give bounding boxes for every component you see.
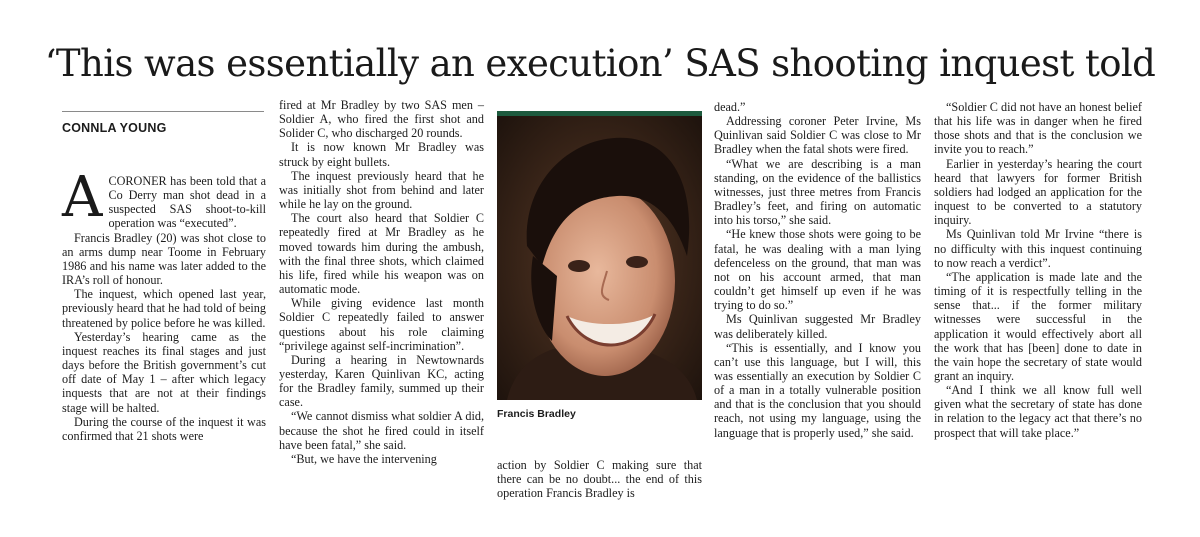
paragraph: “We cannot dismiss what soldier A did, because the shot he fired could in itself have been fatal,” she said. (279, 409, 484, 452)
photo-caption: Francis Bradley (497, 408, 576, 420)
paragraph: Earlier in yesterday’s hearing the court heard that lawyers for former British soldiers had lodged an application for the inquest to be converted to a statutory inquiry. (934, 156, 1142, 228)
column-5 (934, 100, 1142, 440)
paragraph: “Soldier C did not have an honest belief that his life was in danger when he fired those shots and that is the conclusion we invite you to reach.” (934, 100, 1142, 157)
paragraph: “But, we have the intervening (291, 451, 437, 466)
paragraph: “What we are describing is a man standing, on the evidence of the ballistics witnesses, just three metres from Francis Bradley’s feet, and firing on automatic into his torso,” she said. (714, 156, 921, 228)
paragraph: Ms Quinlivan suggested Mr Bradley was deliberately killed. (714, 312, 921, 341)
lead-paragraph: CORONER has been told that a Co Derry man shot dead in a suspected SAS shoot-to-kill operation was “executed”. (108, 174, 266, 231)
paragraph: During the course of the inquest it was confirmed that 21 shots were (62, 414, 266, 443)
paragraph: “The application is made late and the timing of it is respectfully telling in the sense that... if the former military witnesses were successful in the application it would effectively abort all the work that has [been] done to date in the vain hope the secretary of state would grant an inquiry. (934, 269, 1142, 383)
paragraph: The court also heard that Soldier C repeatedly fired at Mr Bradley as he moved towards him during the ambush, with the final three shots, which claimed his life, fired while his weapon was on automatic mode. (279, 211, 484, 297)
paragraph: It is now known Mr Bradley was struck by eight bullets. (279, 140, 484, 169)
paragraph-continued: dead.” (714, 100, 746, 114)
paragraph: Ms Quinlivan told Mr Irvine “there is no difficulty with this inquest continuing to now reach a verdict”. (934, 227, 1142, 270)
byline-rule (62, 111, 264, 112)
column-2 (279, 98, 484, 466)
paragraph: Francis Bradley (20) was shot close to an arms dump near Toome in February 1986 and his name was later added to the IRA’s roll of honour. (62, 230, 266, 288)
column-4 (714, 100, 921, 440)
paragraph: The inquest, which opened last year, previously heard that he had told of being threatened by police before he was killed. (62, 287, 266, 330)
paragraph: While giving evidence last month Soldier C repeatedly failed to answer questions about his role claiming “privilege against self-incrimination”. (279, 296, 484, 353)
paragraph: The inquest previously heard that he was initially shot from behind and later while he lay on the ground. (279, 168, 484, 212)
paragraph: “This is essentially, and I know you can’t use this language, but I will, this was essentially an execution by Soldier C of a man in a totally vulnerable position and that is the conclusion that you should reach, not using my language, using the language that is properly used,” she said. (714, 340, 921, 440)
paragraph: During a hearing in Newtownards yesterday, Karen Quinlivan KC, acting for the Bradley family, summed up their case. (279, 352, 484, 410)
paragraph: “He knew those shots were going to be fatal, he was dealing with a man lying defenceless on the ground, that man was not on his account armed, that man couldn’t get himself up even if he was trying to do so.” (714, 227, 921, 313)
drop-cap: A (62, 165, 103, 230)
paragraph: Yesterday’s hearing came as the inquest reaches its final stages and just days before the British government’s cut off date of May 1 – after which legacy inquests that are not at their findings stage will be halted. (62, 329, 266, 415)
column-1 (62, 165, 266, 443)
paragraph: “And I think we all know full well given what the secretary of state has done in relation to the legacy act that there’s no prospect that will take place.” (934, 383, 1142, 440)
paragraph: Addressing coroner Peter Irvine, Ms Quinlivan said Soldier C was close to Mr Bradley when the fatal shots were fired. (714, 114, 921, 157)
column-3 (497, 458, 702, 500)
headline: ‘This was essentially an execution’ SAS shooting inquest told (44, 42, 1156, 85)
byline: CONNLA YOUNG (62, 121, 167, 135)
portrait-photo (497, 116, 702, 400)
paragraph-continued: action by Soldier C making sure that there can be no doubt... the end of this operation Francis Bradley is (497, 458, 702, 501)
paragraph-continued: fired at Mr Bradley by two SAS men – Soldier A, who fired the first shot and Solider C, who discharged 20 rounds. (279, 98, 484, 141)
